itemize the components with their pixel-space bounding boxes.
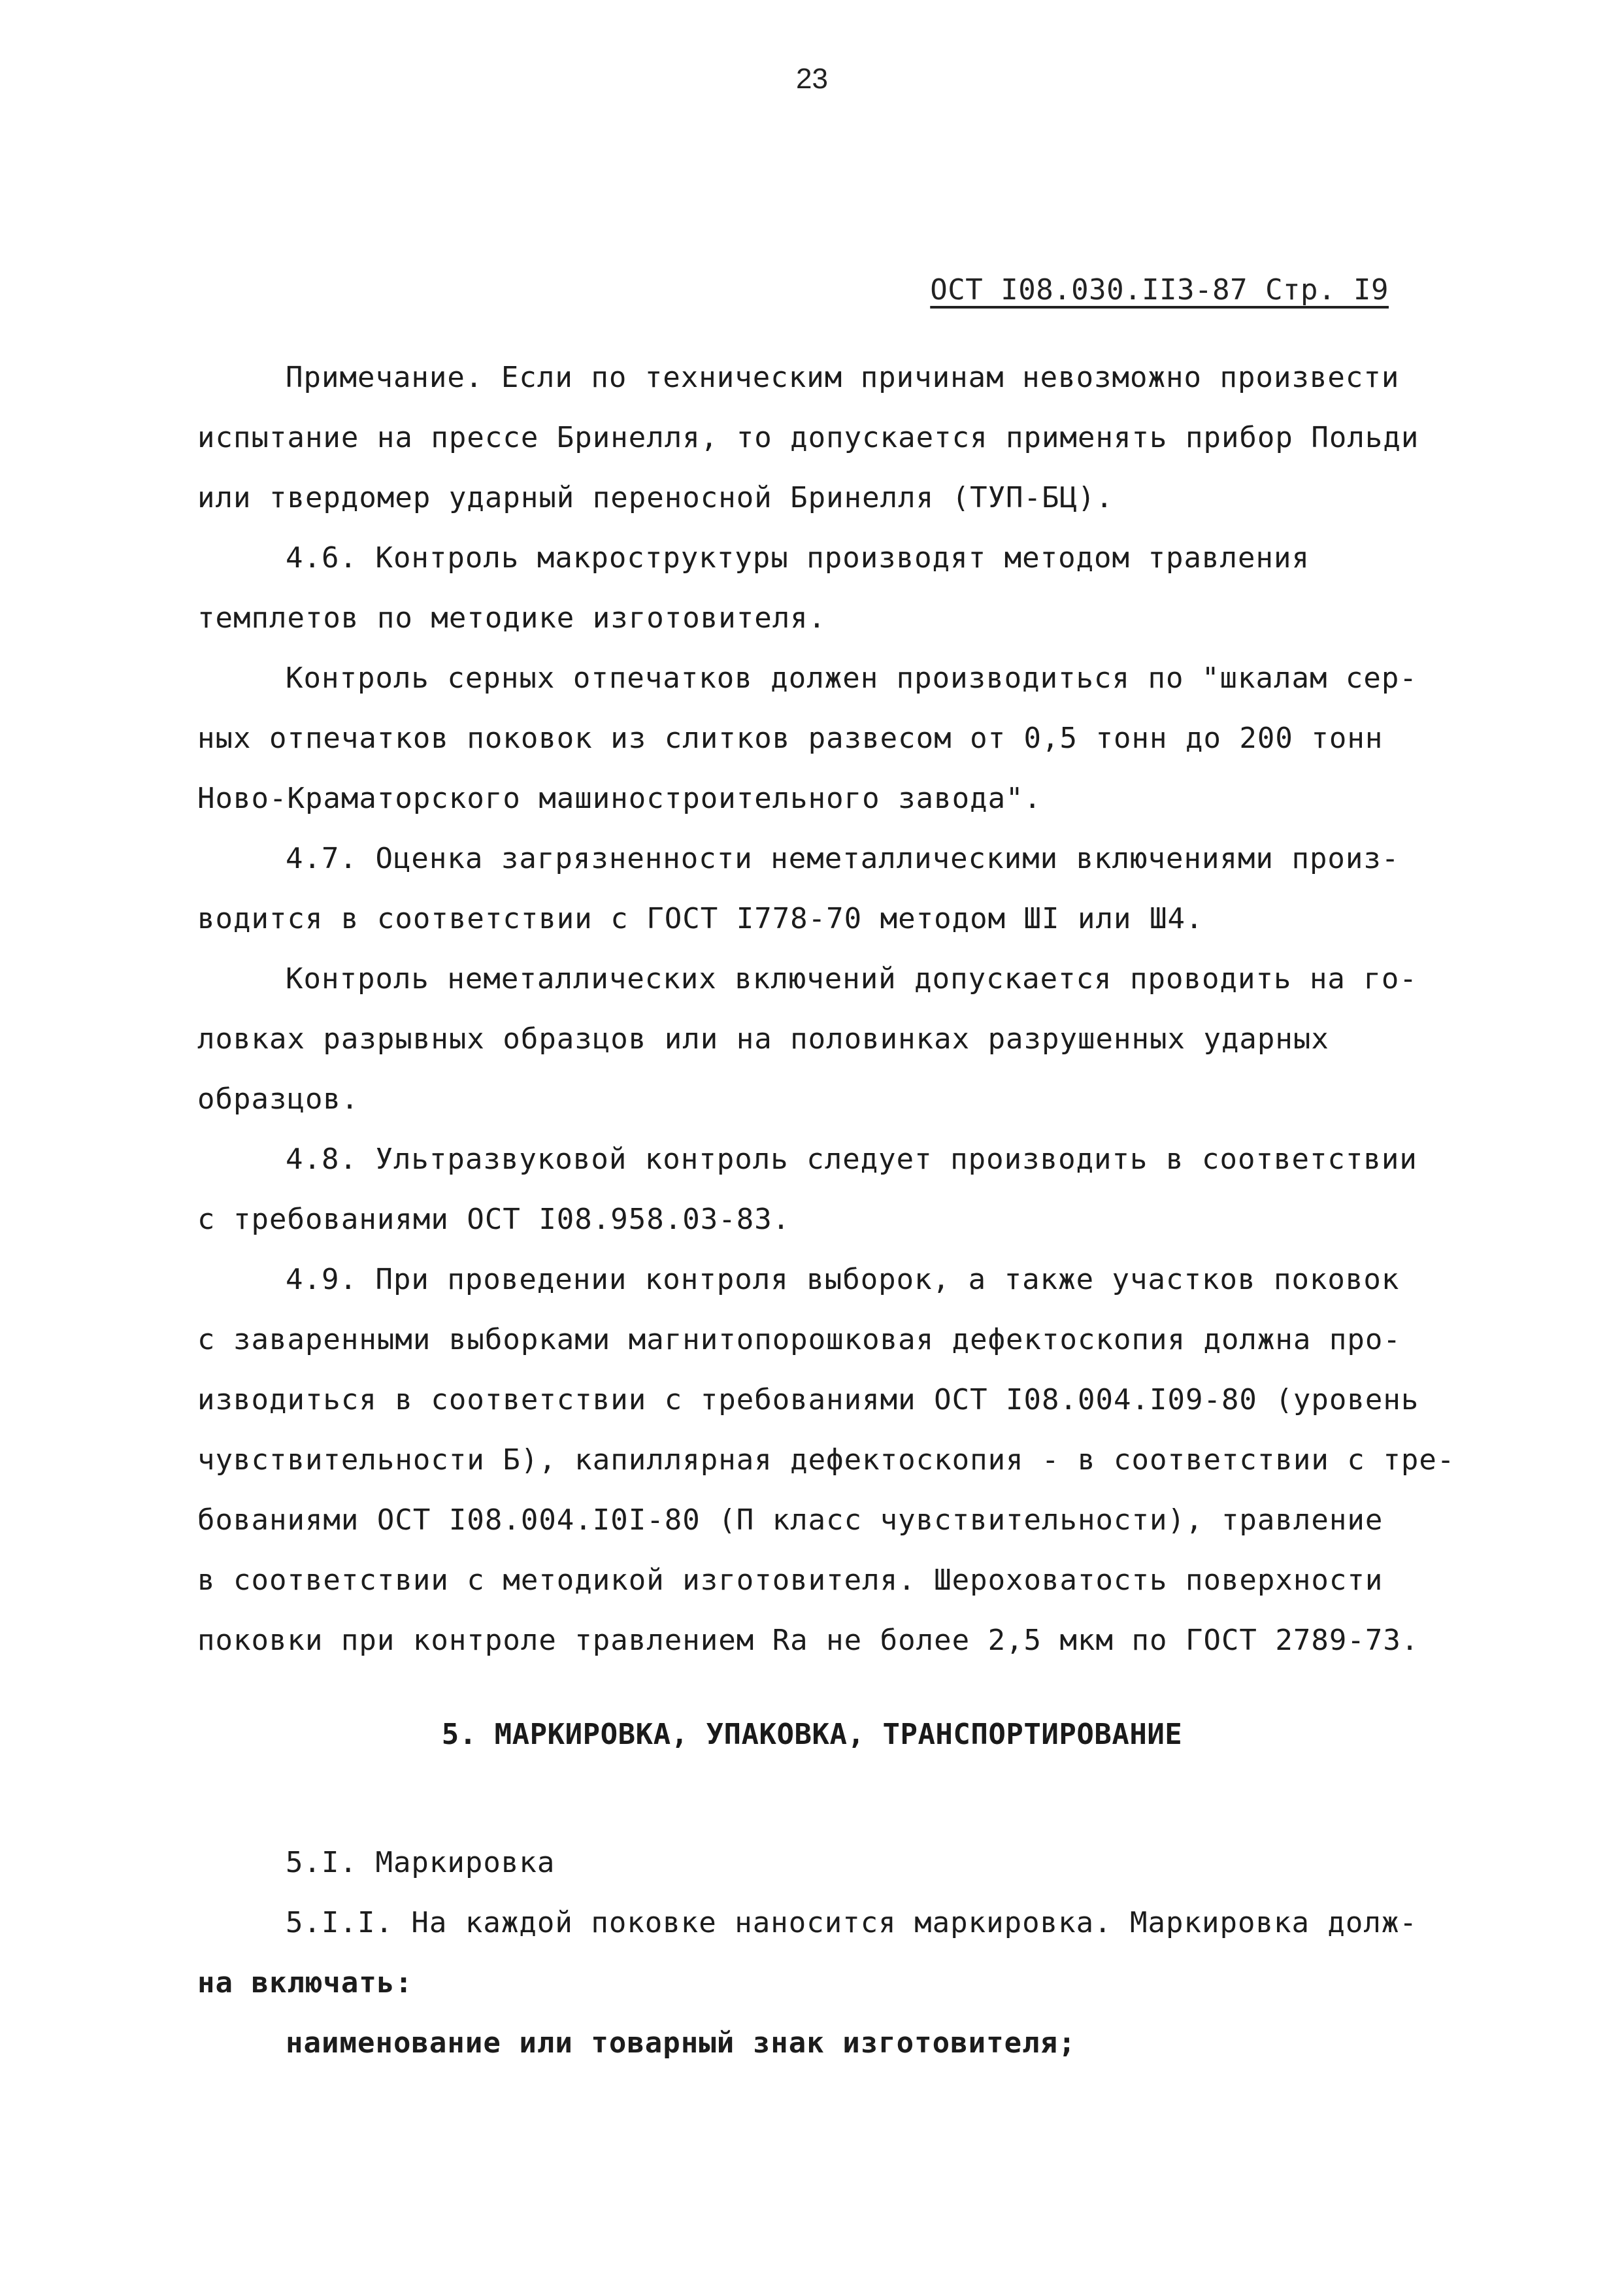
p5-1-1-line-1: 5.I.I. На каждой поковке наносится маркировка. Маркировка долж- (286, 1906, 1417, 1939)
p5-1-line-1: 5.I. Маркировка (286, 1846, 555, 1879)
p4-8-line-2: с требованиями ОСТ I08.958.03-83. (197, 1203, 791, 1236)
p4-9-line-4: чувствительности Б), капиллярная дефектоскопия - в соответствии с тре- (197, 1443, 1455, 1477)
note-line-3: или твердомер ударный переносной Бринелля (ТУП-БЦ). (197, 481, 1114, 514)
nonmetal-line-2: ловках разрывных образцов или на половинках разрушенных ударных (197, 1022, 1329, 1056)
p4-6-line-2: темплетов по методике изготовителя. (197, 601, 827, 635)
p4-9-line-5: бованиями ОСТ I08.004.I0I-80 (П класс чувствительности), травление (197, 1503, 1384, 1537)
p4-7-line-1: 4.7. Оценка загрязненности неметаллическими включениями произ- (286, 842, 1400, 875)
p4-9-line-3: изводиться в соответствии с требованиями ОСТ I08.004.I09-80 (уровень (197, 1383, 1419, 1416)
sulfur-line-3: Ново-Краматорского машиностроительного завода". (197, 782, 1042, 815)
p4-9-line-2: с заваренными выборками магнитопорошковая дефектоскопия должна про- (197, 1323, 1401, 1356)
p4-7-line-2: водится в соответствии с ГОСТ I778-70 методом ШI или Ш4. (197, 902, 1204, 935)
section-title: 5. МАРКИРОВКА, УПАКОВКА, ТРАНСПОРТИРОВАНИЕ (441, 1718, 1183, 1751)
p4-6-line-1: 4.6. Контроль макроструктуры производят методом травления (286, 541, 1310, 575)
nonmetal-line-1: Контроль неметаллических включений допускается проводить на го- (286, 962, 1417, 996)
p4-9-line-7: поковки при контроле травлением Rа не более 2,5 мкм по ГОСТ 2789-73. (197, 1624, 1419, 1657)
sulfur-line-1: Контроль серных отпечатков должен производиться по "шкалам сер- (286, 661, 1417, 695)
sulfur-line-2: ных отпечатков поковок из слитков развесом от 0,5 тонн до 200 тонн (197, 722, 1384, 755)
p4-8-line-1: 4.8. Ультразвуковой контроль следует производить в соответствии (286, 1143, 1417, 1176)
page-number: 23 (796, 63, 828, 95)
p4-9-line-6: в соответствии с методикой изготовителя. Шероховатость поверхности (197, 1564, 1384, 1597)
p5-1-1-line-2: на включать: (197, 1966, 413, 2000)
p4-9-line-1: 4.9. При проведении контроля выборок, а также участков поковок (286, 1263, 1400, 1296)
document-header: ОСТ I08.030.II3-87 Стр. I9 (930, 273, 1389, 307)
note-line-2: испытание на прессе Бринелля, то допускается применять прибор Польди (197, 421, 1419, 454)
list-item-1: наименование или товарный знак изготовителя; (286, 2026, 1076, 2060)
note-line-1: Примечание. Если по техническим причинам невозможно произвести (286, 361, 1400, 394)
nonmetal-line-3: образцов. (197, 1082, 359, 1116)
